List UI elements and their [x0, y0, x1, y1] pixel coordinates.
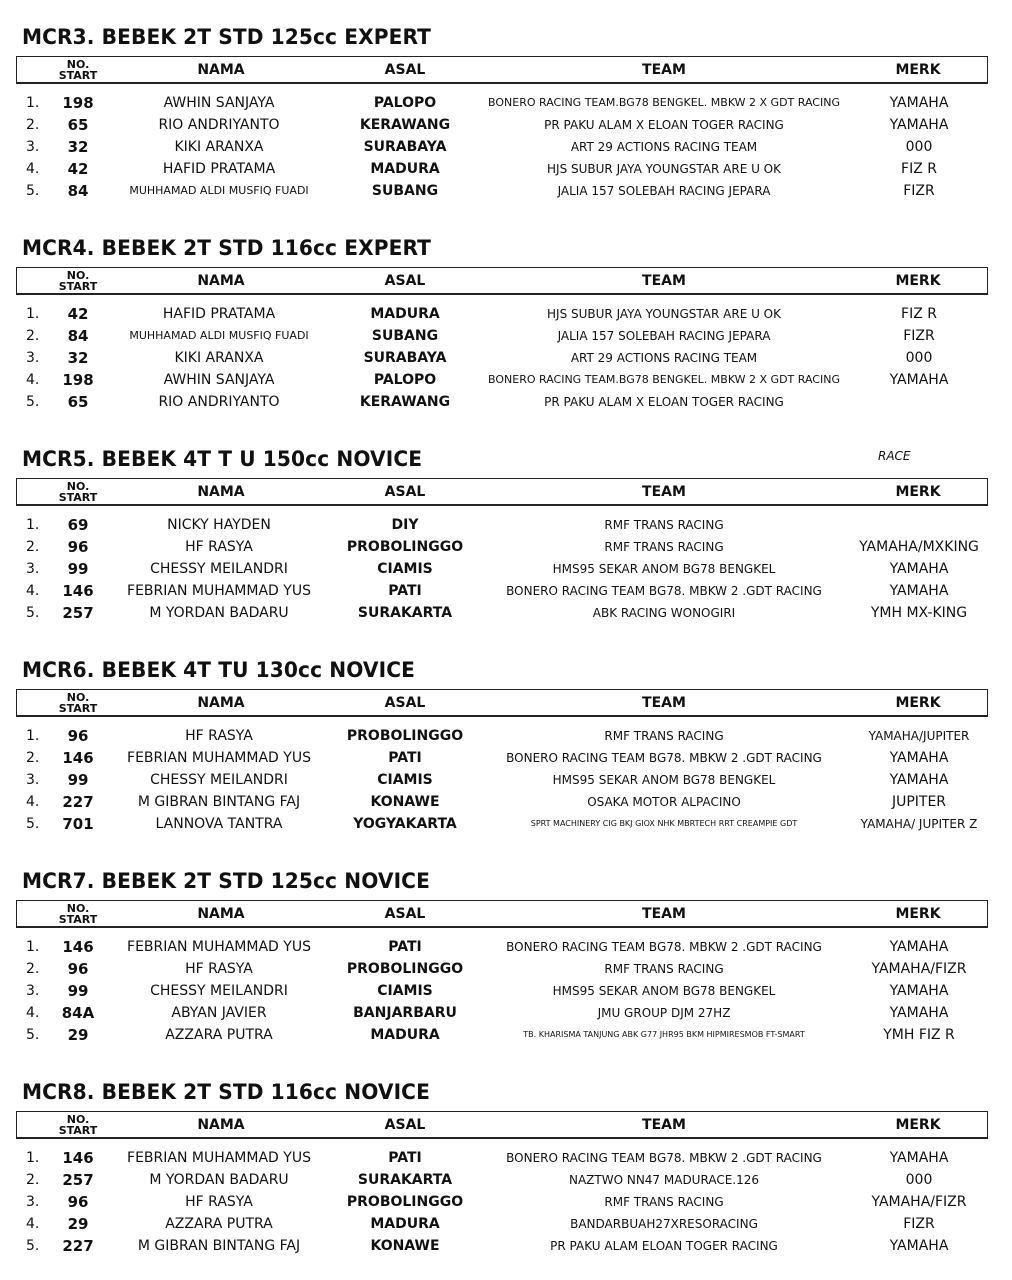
header-merk: MERK [895, 272, 941, 289]
origin-cell: MADURA [370, 1027, 440, 1043]
table-row [0, 114, 1012, 136]
brand-cell: YMH FIZ R [883, 1027, 955, 1043]
header-nama: NAMA [197, 483, 245, 500]
start-number-cell: 42 [67, 305, 89, 323]
team-cell: RMF TRANS RACING [604, 962, 724, 976]
team-cell: BONERO RACING TEAM.BG78 BENGKEL. MBKW 2 X GDT RACING [488, 373, 840, 386]
start-number-cell: 32 [67, 138, 89, 156]
rider-name-cell: AWHIN SANJAYA [163, 372, 275, 388]
team-cell: BANDARBUAH27XRESORACING [570, 1217, 758, 1231]
team-cell: JALIA 157 SOLEBAH RACING JEPARA [557, 329, 771, 343]
position-cell: 2. [26, 961, 40, 977]
team-cell: BONERO RACING TEAM.BG78 BENGKEL. MBKW 2 X GDT RACING [488, 96, 840, 109]
rider-name-cell: M YORDAN BADARU [149, 605, 289, 621]
header-asal: ASAL [384, 483, 426, 500]
start-number-cell: 96 [67, 1193, 89, 1211]
brand-cell: YAMAHA/MXKING [859, 539, 979, 555]
start-number-cell: 257 [62, 1171, 94, 1189]
table-header [16, 1111, 988, 1139]
header-no-start: NO. START [58, 690, 98, 715]
start-number-cell: 99 [67, 771, 89, 789]
start-number-cell: 227 [62, 793, 94, 811]
origin-cell: MADURA [370, 1216, 440, 1232]
start-number-cell: 99 [67, 560, 89, 578]
header-nama: NAMA [197, 61, 245, 78]
position-cell: 2. [26, 328, 40, 344]
header-merk: MERK [895, 61, 941, 78]
origin-cell: SUBANG [371, 328, 439, 344]
brand-cell [848, 391, 990, 413]
origin-cell: MADURA [370, 306, 440, 322]
position-cell: 3. [26, 983, 40, 999]
header-merk: MERK [895, 905, 941, 922]
rider-name-cell: FEBRIAN MUHAMMAD YUS [127, 750, 311, 766]
brand-cell: FIZ R [901, 306, 937, 322]
rider-name-cell: CHESSY MEILANDRI [150, 983, 288, 999]
position-cell: 3. [26, 350, 40, 366]
brand-cell: FIZR [903, 328, 935, 344]
rider-name-cell: CHESSY MEILANDRI [150, 561, 288, 577]
brand-cell: YMH MX-KING [870, 605, 968, 621]
origin-cell: PALOPO [373, 372, 437, 388]
rider-name-cell: NICKY HAYDEN [167, 517, 271, 533]
team-cell: ART 29 ACTIONS RACING TEAM [570, 140, 758, 154]
origin-cell: PROBOLINGGO [346, 539, 464, 555]
brand-cell: YAMAHA [889, 750, 949, 766]
rider-name-cell: HAFID PRATAMA [162, 306, 276, 322]
table-row [0, 1002, 1012, 1024]
header-no-start: NO. START [58, 901, 98, 926]
header-team: TEAM [642, 1116, 686, 1133]
table-row [0, 747, 1012, 769]
team-cell: HJS SUBUR JAYA YOUNGSTAR ARE U OK [547, 307, 781, 321]
header-asal: ASAL [384, 905, 426, 922]
team-cell: HMS95 SEKAR ANOM BG78 BENGKEL [552, 984, 776, 998]
table-row [0, 580, 1012, 602]
rider-name-cell: HF RASYA [185, 728, 253, 744]
position-cell: 2. [26, 750, 40, 766]
start-number-cell: 257 [62, 604, 94, 622]
brand-cell: YAMAHA [889, 583, 949, 599]
position-cell: 1. [26, 728, 40, 744]
brand-cell: YAMAHA [889, 95, 949, 111]
brand-cell: YAMAHA [889, 372, 949, 388]
table-row [0, 158, 1012, 180]
table-row [0, 1235, 1012, 1257]
section-title: MCR5. BEBEK 4T T U 150cc NOVICE [22, 447, 423, 471]
table-row [0, 813, 1012, 835]
start-number-cell: 146 [62, 938, 94, 956]
table-row [0, 558, 1012, 580]
brand-cell: YAMAHA [889, 1238, 949, 1254]
table-row [0, 980, 1012, 1002]
start-number-cell: 65 [67, 116, 89, 134]
brand-cell: FIZR [903, 1216, 935, 1232]
position-cell: 1. [26, 95, 40, 111]
table-row [0, 1169, 1012, 1191]
start-number-cell: 198 [62, 94, 94, 112]
rider-name-cell: KIKI ARANXA [174, 139, 264, 155]
origin-cell: CIAMIS [377, 772, 433, 788]
position-cell: 5. [26, 183, 40, 199]
origin-cell: SUBANG [371, 183, 439, 199]
team-cell: RMF TRANS RACING [604, 729, 724, 743]
team-cell: BONERO RACING TEAM BG78. MBKW 2 .GDT RACING [506, 584, 822, 598]
position-cell: 4. [26, 1005, 40, 1021]
table-row [0, 958, 1012, 980]
brand-cell: YAMAHA [889, 939, 949, 955]
position-cell: 1. [26, 939, 40, 955]
header-merk: MERK [895, 1116, 941, 1133]
origin-cell: CIAMIS [377, 983, 433, 999]
rider-name-cell: HF RASYA [185, 539, 253, 555]
header-no-start: NO. START [58, 57, 98, 82]
header-team: TEAM [642, 272, 686, 289]
start-number-cell: 69 [67, 516, 89, 534]
position-cell: 3. [26, 772, 40, 788]
team-cell: SPRT MACHINERY CIG BKJ GIOX NHK MBRTECH RRT CREAMPIE GDT [530, 819, 798, 828]
table-header [16, 56, 988, 84]
section-title: MCR7. BEBEK 2T STD 125cc NOVICE [22, 869, 430, 893]
brand-cell: YAMAHA/JUPITER [868, 729, 970, 743]
team-cell: JMU GROUP DJM 27HZ [597, 1006, 731, 1020]
team-cell: JALIA 157 SOLEBAH RACING JEPARA [557, 184, 771, 198]
rider-name-cell: FEBRIAN MUHAMMAD YUS [127, 1150, 311, 1166]
start-number-cell: 65 [67, 393, 89, 411]
table-row [0, 791, 1012, 813]
position-cell: 5. [26, 394, 40, 410]
header-asal: ASAL [384, 272, 426, 289]
position-cell: 2. [26, 117, 40, 133]
header-team: TEAM [642, 694, 686, 711]
position-cell: 3. [26, 561, 40, 577]
start-number-cell: 701 [62, 815, 94, 833]
team-cell: PR PAKU ALAM X ELOAN TOGER RACING [544, 118, 784, 132]
origin-cell: KONAWE [370, 794, 440, 810]
table-row [0, 1024, 1012, 1046]
rider-name-cell: FEBRIAN MUHAMMAD YUS [127, 583, 311, 599]
origin-cell: PATI [388, 583, 422, 599]
header-nama: NAMA [197, 694, 245, 711]
brand-cell: YAMAHA/FIZR [871, 1194, 967, 1210]
team-cell: BONERO RACING TEAM BG78. MBKW 2 .GDT RACING [506, 940, 822, 954]
section-title: MCR3. BEBEK 2T STD 125cc EXPERT [22, 25, 432, 49]
brand-cell: YAMAHA/ JUPITER Z [860, 817, 978, 831]
header-no-start: NO. START [58, 268, 98, 293]
team-cell: ABK RACING WONOGIRI [592, 606, 736, 620]
table-row [0, 369, 1012, 391]
header-nama: NAMA [197, 905, 245, 922]
table-row [0, 325, 1012, 347]
table-row [0, 391, 1012, 413]
rider-name-cell: RIO ANDRIYANTO [158, 117, 280, 133]
team-cell: RMF TRANS RACING [604, 540, 724, 554]
position-cell: 4. [26, 583, 40, 599]
table-row [0, 1191, 1012, 1213]
section-title: MCR4. BEBEK 2T STD 116cc EXPERT [22, 236, 432, 260]
origin-cell: BANJARBARU [353, 1005, 457, 1021]
origin-cell: PATI [388, 1150, 422, 1166]
position-cell: 1. [26, 306, 40, 322]
team-cell: RMF TRANS RACING [604, 1195, 724, 1209]
team-cell: PR PAKU ALAM X ELOAN TOGER RACING [544, 395, 784, 409]
table-row [0, 180, 1012, 202]
brand-cell: 000 [905, 1172, 933, 1188]
brand-cell: YAMAHA [889, 117, 949, 133]
table-row [0, 514, 1012, 536]
origin-cell: KONAWE [370, 1238, 440, 1254]
header-merk: MERK [895, 483, 941, 500]
team-cell: OSAKA MOTOR ALPACINO [587, 795, 741, 809]
team-cell: BONERO RACING TEAM BG78. MBKW 2 .GDT RACING [506, 1151, 822, 1165]
start-number-cell: 29 [67, 1215, 89, 1233]
position-cell: 1. [26, 1150, 40, 1166]
brand-cell: YAMAHA [889, 561, 949, 577]
header-no-start: NO. START [58, 1112, 98, 1137]
team-cell: HMS95 SEKAR ANOM BG78 BENGKEL [552, 562, 776, 576]
rider-name-cell: RIO ANDRIYANTO [158, 394, 280, 410]
header-asal: ASAL [384, 61, 426, 78]
brand-cell: YAMAHA [889, 1150, 949, 1166]
brand-cell: YAMAHA [889, 772, 949, 788]
rider-name-cell: CHESSY MEILANDRI [150, 772, 288, 788]
start-number-cell: 96 [67, 538, 89, 556]
team-cell: ART 29 ACTIONS RACING TEAM [570, 351, 758, 365]
team-cell: TB. KHARISMA TANJUNG ABK G77 JHR95 BKM HIPMIRESMOB FT-SMART [523, 1030, 805, 1039]
table-row [0, 602, 1012, 624]
start-number-cell: 198 [62, 371, 94, 389]
brand-cell: JUPITER [891, 794, 947, 810]
rider-name-cell: MUHHAMAD ALDI MUSFIQ FUADI [129, 184, 309, 197]
start-number-cell: 146 [62, 582, 94, 600]
rider-name-cell: AZZARA PUTRA [165, 1216, 273, 1232]
table-row [0, 303, 1012, 325]
origin-cell: KERAWANG [359, 117, 451, 133]
section-title: MCR6. BEBEK 4T TU 130cc NOVICE [22, 658, 415, 682]
origin-cell: PROBOLINGGO [346, 1194, 464, 1210]
table-row [0, 1213, 1012, 1235]
origin-cell: DIY [391, 517, 419, 533]
origin-cell: YOGYAKARTA [353, 816, 457, 832]
header-merk: MERK [895, 694, 941, 711]
header-no-start: NO. START [58, 479, 98, 504]
position-cell: 4. [26, 794, 40, 810]
header-nama: NAMA [197, 272, 245, 289]
origin-cell: PATI [388, 939, 422, 955]
brand-cell: YAMAHA/FIZR [871, 961, 967, 977]
origin-cell: SURAKARTA [357, 1172, 453, 1188]
table-row [0, 769, 1012, 791]
team-cell: RMF TRANS RACING [604, 518, 724, 532]
header-asal: ASAL [384, 1116, 426, 1133]
header-team: TEAM [642, 61, 686, 78]
brand-cell: 000 [905, 350, 933, 366]
position-cell: 5. [26, 1027, 40, 1043]
start-number-cell: 29 [67, 1026, 89, 1044]
table-row [0, 725, 1012, 747]
rider-name-cell: M GIBRAN BINTANG FAJ [137, 794, 301, 810]
brand-cell [848, 514, 990, 536]
start-number-cell: 32 [67, 349, 89, 367]
brand-cell: YAMAHA [889, 1005, 949, 1021]
start-number-cell: 99 [67, 982, 89, 1000]
origin-cell: SURAKARTA [357, 605, 453, 621]
rider-name-cell: HF RASYA [185, 1194, 253, 1210]
rider-name-cell: M GIBRAN BINTANG FAJ [137, 1238, 301, 1254]
start-number-cell: 96 [67, 727, 89, 745]
header-team: TEAM [642, 483, 686, 500]
table-row [0, 1147, 1012, 1169]
table-header [16, 900, 988, 928]
rider-name-cell: HF RASYA [185, 961, 253, 977]
table-row [0, 136, 1012, 158]
rider-name-cell: KIKI ARANXA [174, 350, 264, 366]
header-team: TEAM [642, 905, 686, 922]
start-number-cell: 42 [67, 160, 89, 178]
table-header [16, 267, 988, 295]
brand-cell: YAMAHA [889, 983, 949, 999]
header-asal: ASAL [384, 694, 426, 711]
rider-name-cell: AZZARA PUTRA [165, 1027, 273, 1043]
section-title: MCR8. BEBEK 2T STD 116cc NOVICE [22, 1080, 430, 1104]
start-number-cell: 84 [67, 182, 89, 200]
position-cell: 5. [26, 816, 40, 832]
rider-name-cell: M YORDAN BADARU [149, 1172, 289, 1188]
origin-cell: SURABAYA [363, 350, 447, 366]
position-cell: 4. [26, 1216, 40, 1232]
position-cell: 4. [26, 372, 40, 388]
position-cell: 4. [26, 161, 40, 177]
origin-cell: SURABAYA [363, 139, 447, 155]
origin-cell: MADURA [370, 161, 440, 177]
origin-cell: PALOPO [373, 95, 437, 111]
brand-cell: FIZR [903, 183, 935, 199]
header-nama: NAMA [197, 1116, 245, 1133]
rider-name-cell: ABYAN JAVIER [171, 1005, 267, 1021]
rider-name-cell: LANNOVA TANTRA [155, 816, 283, 832]
position-cell: 2. [26, 1172, 40, 1188]
origin-cell: CIAMIS [377, 561, 433, 577]
start-number-cell: 84A [61, 1004, 95, 1022]
brand-cell: FIZ R [901, 161, 937, 177]
start-number-cell: 146 [62, 1149, 94, 1167]
start-number-cell: 96 [67, 960, 89, 978]
table-row [0, 92, 1012, 114]
team-cell: BONERO RACING TEAM BG78. MBKW 2 .GDT RACING [506, 751, 822, 765]
start-number-cell: 227 [62, 1237, 94, 1255]
position-cell: 5. [26, 605, 40, 621]
team-cell: HMS95 SEKAR ANOM BG78 BENGKEL [552, 773, 776, 787]
team-cell: PR PAKU ALAM ELOAN TOGER RACING [550, 1239, 778, 1253]
section-note: RACE [878, 449, 911, 463]
start-number-cell: 84 [67, 327, 89, 345]
team-cell: HJS SUBUR JAYA YOUNGSTAR ARE U OK [547, 162, 781, 176]
position-cell: 3. [26, 1194, 40, 1210]
team-cell: NAZTWO NN47 MADURACE.126 [568, 1173, 759, 1187]
table-row [0, 347, 1012, 369]
position-cell: 2. [26, 539, 40, 555]
brand-cell: 000 [905, 139, 933, 155]
origin-cell: KERAWANG [359, 394, 451, 410]
rider-name-cell: FEBRIAN MUHAMMAD YUS [127, 939, 311, 955]
rider-name-cell: MUHHAMAD ALDI MUSFIQ FUADI [129, 329, 309, 342]
rider-name-cell: AWHIN SANJAYA [163, 95, 275, 111]
origin-cell: PATI [388, 750, 422, 766]
position-cell: 3. [26, 139, 40, 155]
origin-cell: PROBOLINGGO [346, 961, 464, 977]
position-cell: 1. [26, 517, 40, 533]
table-header [16, 689, 988, 717]
start-number-cell: 146 [62, 749, 94, 767]
table-row [0, 536, 1012, 558]
position-cell: 5. [26, 1238, 40, 1254]
table-header [16, 478, 988, 506]
origin-cell: PROBOLINGGO [346, 728, 464, 744]
rider-name-cell: HAFID PRATAMA [162, 161, 276, 177]
table-row [0, 936, 1012, 958]
